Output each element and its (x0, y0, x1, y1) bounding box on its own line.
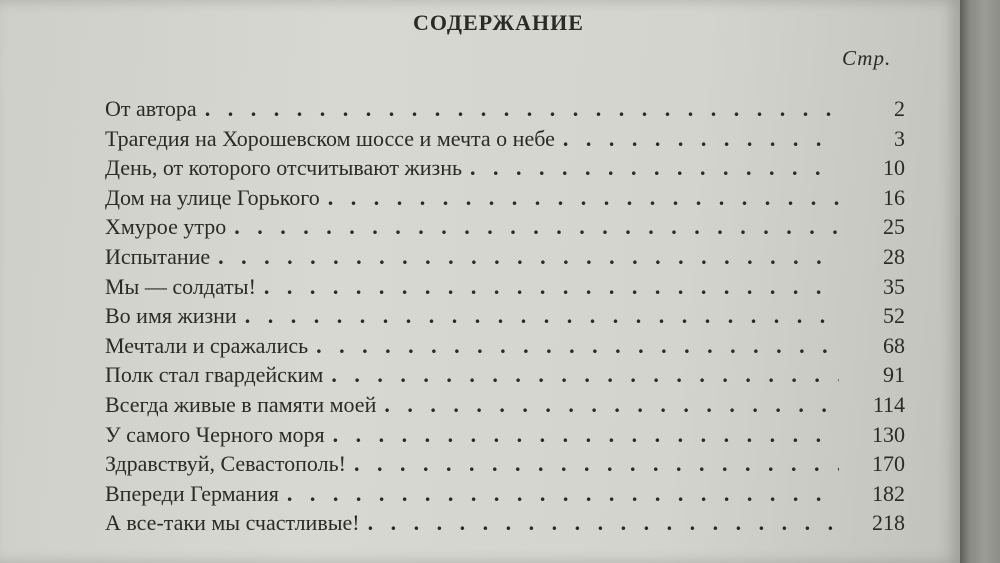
dot-leader (331, 360, 839, 390)
toc-entry-title: Трагедия на Хорошевском шоссе и мечта о небе (105, 125, 555, 151)
toc-entry-title: Здравствуй, Севастополь! (105, 451, 346, 477)
toc-entry (105, 420, 905, 450)
toc-entry-page: 130 (872, 421, 905, 447)
toc-entry-page: 28 (883, 243, 905, 269)
page-column-label: Стр. (842, 46, 892, 70)
toc-entry (105, 508, 905, 538)
toc-entry-page: 68 (883, 332, 905, 358)
dot-leader (264, 272, 839, 302)
toc-entry-title: Дом на улице Горького (105, 184, 320, 210)
toc-entry-page: 25 (883, 214, 905, 240)
toc-entry (105, 272, 905, 302)
dot-leader (316, 331, 839, 361)
toc-entry-title: А все-таки мы счастливые! (105, 510, 360, 536)
dot-leader (563, 124, 839, 154)
toc-entry (105, 153, 905, 183)
dot-leader (205, 94, 839, 124)
toc-entry (105, 331, 905, 361)
toc-entry-title: Испытание (105, 243, 211, 269)
toc-entry (105, 212, 905, 242)
toc-entry-title: Впереди Германия (105, 480, 279, 506)
toc-entry (105, 449, 905, 479)
dot-leader (470, 153, 839, 183)
dot-leader (354, 449, 839, 479)
toc-entry-title: Мы — солдаты! (105, 273, 256, 299)
contents-heading: СОДЕРЖАНИЕ (413, 10, 584, 35)
dot-leader (234, 212, 839, 242)
toc-entry-page: 182 (872, 480, 905, 506)
toc-entry-page: 52 (883, 303, 905, 329)
toc-entry (105, 183, 905, 213)
toc-entry-title: Во имя жизни (105, 303, 237, 329)
toc-entry-page: 16 (883, 184, 905, 210)
toc-entry-page: 35 (883, 273, 905, 299)
toc-entry (105, 124, 905, 154)
dot-leader (333, 420, 839, 450)
toc-entry-title: Полк стал гвардейским (105, 362, 324, 388)
dot-leader (384, 390, 839, 420)
dot-leader (245, 301, 839, 331)
toc-entry-title: День, от которого отсчитывают жизнь (105, 155, 462, 181)
toc-entry-page: 2 (894, 96, 905, 121)
toc-entry-title: Мечтали и сражались (105, 332, 309, 358)
table-of-contents (105, 94, 905, 538)
toc-entry-page: 114 (872, 391, 905, 417)
toc-entry-title: Всегда живые в памяти моей (105, 391, 377, 417)
toc-entry (105, 479, 905, 509)
toc-entry-page: 3 (894, 125, 905, 151)
toc-entry (105, 360, 905, 390)
dot-leader (368, 508, 839, 538)
dot-leader (287, 479, 839, 509)
toc-entry (105, 390, 905, 420)
dot-leader (328, 183, 839, 213)
dot-leader (218, 242, 839, 272)
toc-entry-title: Хмурое утро (105, 214, 227, 240)
toc-entry-title: От автора (105, 96, 197, 121)
toc-entry-page: 91 (883, 362, 905, 388)
toc-entry (105, 94, 905, 124)
book-edge (960, 0, 1000, 563)
toc-entry (105, 242, 905, 272)
toc-entry-page: 10 (883, 155, 905, 181)
toc-entry-page: 170 (872, 451, 905, 477)
toc-entry (105, 301, 905, 331)
toc-entry-page: 218 (872, 510, 905, 536)
toc-entry-title: У самого Черного моря (105, 421, 325, 447)
